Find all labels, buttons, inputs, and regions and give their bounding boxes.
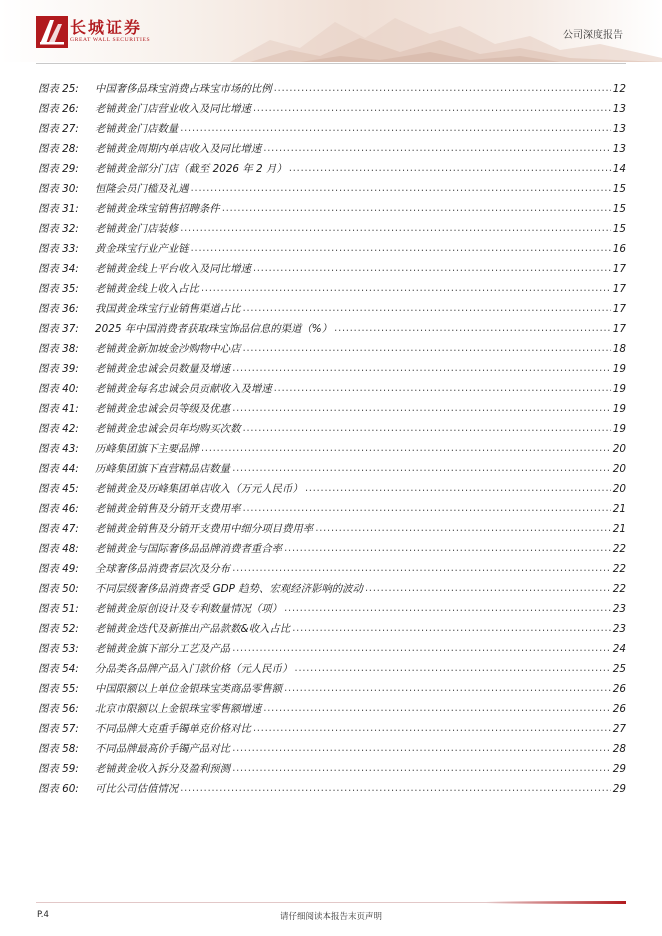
toc-entry[interactable] [38,499,626,519]
toc-entry[interactable] [38,379,626,399]
toc-figure-label: 图表 35: [38,283,79,295]
toc-page-number: 21 [612,523,626,535]
toc-dot-leader [242,339,610,358]
toc-figure-label: 图表 26: [38,103,79,115]
toc-entry[interactable] [38,239,626,259]
page-number: P.4 [37,910,49,920]
toc-page-number: 19 [612,423,626,435]
toc-dot-leader [284,539,611,558]
toc-figure-title: 老铺黄金门店数量 [95,123,179,135]
toc-figure-label: 图表 55: [38,683,79,695]
toc-page-number: 18 [612,343,626,355]
toc-entry[interactable] [38,399,626,419]
toc-figure-title: 老铺黄金忠诚会员年均购买次数 [95,423,241,435]
toc-page-number: 16 [612,243,626,255]
toc-entry[interactable] [38,99,626,119]
toc-dot-leader [222,199,611,218]
toc-entry[interactable] [38,179,626,199]
toc-figure-title: 全球奢侈品消费者层次及分布 [95,563,231,575]
toc-dot-leader [232,459,611,478]
toc-figure-title: 北京市限额以上金银珠宝零售额增速 [95,703,262,715]
toc-entry[interactable] [38,539,626,559]
toc-dot-leader [242,499,610,518]
toc-page-number: 26 [612,683,626,695]
toc-page-number: 21 [612,503,626,515]
toc-figure-title: 历峰集团旗下主要品牌 [95,443,199,455]
toc-page-number: 17 [612,263,626,275]
toc-dot-leader [180,779,611,798]
toc-page-number: 22 [612,543,626,555]
figure-index-list [38,79,626,799]
toc-figure-label: 图表 49: [38,563,79,575]
toc-figure-label: 图表 37: [38,323,79,335]
toc-entry[interactable] [38,79,626,99]
toc-figure-label: 图表 59: [38,763,79,775]
toc-page-number: 29 [612,783,626,795]
toc-entry[interactable] [38,319,626,339]
toc-entry[interactable] [38,219,626,239]
toc-figure-label: 图表 57: [38,723,79,735]
toc-entry[interactable] [38,519,626,539]
toc-entry[interactable] [38,459,626,479]
toc-page-number: 13 [612,123,626,135]
toc-figure-title: 老铺黄金部分门店（截至 2026 年 2 月） [95,163,287,175]
toc-figure-label: 图表 38: [38,343,79,355]
toc-page-number: 28 [612,743,626,755]
toc-figure-title: 中国限额以上单位金银珠宝类商品零售额 [95,683,283,695]
toc-figure-label: 图表 27: [38,123,79,135]
toc-page-number: 13 [612,103,626,115]
toc-figure-title: 老铺黄金每名忠诚会员贡献收入及增速 [95,383,272,395]
logo-mark-icon [36,16,68,48]
toc-figure-label: 图表 46: [38,503,79,515]
toc-figure-label: 图表 30: [38,183,79,195]
toc-dot-leader [274,79,611,98]
toc-figure-title: 老铺黄金及历峰集团单店收入（万元人民币） [95,483,303,495]
toc-entry[interactable] [38,599,626,619]
toc-page-number: 17 [612,283,626,295]
toc-entry[interactable] [38,619,626,639]
toc-entry[interactable] [38,159,626,179]
toc-page-number: 27 [612,723,626,735]
toc-page-number: 17 [612,323,626,335]
toc-entry[interactable] [38,299,626,319]
toc-entry[interactable] [38,639,626,659]
toc-figure-label: 图表 28: [38,143,79,155]
toc-figure-label: 图表 60: [38,783,79,795]
toc-dot-leader [232,399,611,418]
toc-figure-label: 图表 43: [38,443,79,455]
toc-figure-label: 图表 41: [38,403,79,415]
toc-figure-title: 老铺黄金迭代及新推出产品款数&收入占比 [95,623,291,635]
toc-page-number: 15 [612,183,626,195]
toc-figure-label: 图表 44: [38,463,79,475]
toc-figure-title: 分品类各品牌产品入门款价格（元人民币） [95,663,293,675]
toc-figure-title: 我国黄金珠宝行业销售渠道占比 [95,303,241,315]
toc-figure-title: 不同品牌大克重手镯单克价格对比 [95,723,251,735]
toc-figure-label: 图表 47: [38,523,79,535]
toc-figure-label: 图表 42: [38,423,79,435]
toc-figure-title: 黄金珠宝行业产业链 [95,243,189,255]
toc-figure-label: 图表 29: [38,163,79,175]
toc-figure-title: 老铺黄金新加坡金沙购物中心店 [95,343,241,355]
toc-entry[interactable] [38,659,626,679]
toc-entry[interactable] [38,779,626,799]
toc-figure-label: 图表 31: [38,203,79,215]
toc-dot-leader [201,439,611,458]
toc-dot-leader [253,99,611,118]
toc-figure-label: 图表 53: [38,643,79,655]
toc-entry[interactable] [38,699,626,719]
toc-entry[interactable] [38,679,626,699]
toc-dot-leader [232,759,611,778]
toc-figure-title: 老铺黄金门店装修 [95,223,179,235]
toc-dot-leader [315,519,611,538]
toc-entry[interactable] [38,739,626,759]
toc-page-number: 19 [612,403,626,415]
toc-figure-label: 图表 25: [38,83,79,95]
toc-figure-title: 老铺黄金线上收入占比 [95,283,199,295]
toc-page-number: 29 [612,763,626,775]
toc-page-number: 26 [612,703,626,715]
toc-figure-title: 老铺黄金线上平台收入及同比增速 [95,263,251,275]
toc-figure-title: 老铺黄金忠诚会员数量及增速 [95,363,231,375]
page-header [0,0,662,62]
toc-figure-label: 图表 45: [38,483,79,495]
toc-entry[interactable] [38,339,626,359]
toc-entry[interactable] [38,559,626,579]
toc-dot-leader [180,219,611,238]
toc-dot-leader [305,479,611,498]
toc-figure-title: 不同品牌最高价手镯产品对比 [95,743,231,755]
toc-dot-leader [232,739,611,758]
toc-dot-leader [334,319,611,338]
toc-dot-leader [242,419,610,438]
toc-figure-title: 中国奢侈品珠宝消费占珠宝市场的比例 [95,83,272,95]
toc-figure-title: 可比公司估值情况 [95,783,179,795]
toc-entry[interactable] [38,479,626,499]
toc-dot-leader [180,119,611,138]
toc-figure-title: 老铺黄金珠宝销售招聘条件 [95,203,220,215]
toc-figure-label: 图表 32: [38,223,79,235]
toc-figure-label: 图表 39: [38,363,79,375]
toc-page-number: 24 [612,643,626,655]
toc-figure-title: 老铺黄金周期内单店收入及同比增速 [95,143,262,155]
toc-dot-leader [253,719,611,738]
toc-dot-leader [292,619,611,638]
toc-figure-title: 老铺黄金门店营业收入及同比增速 [95,103,251,115]
toc-figure-title: 老铺黄金忠诚会员等级及优惠 [95,403,231,415]
toc-dot-leader [284,679,611,698]
toc-entry[interactable] [38,359,626,379]
toc-figure-title: 不同层级奢侈品消费者受 GDP 趋势、宏观经济影响的波动 [95,583,363,595]
toc-page-number: 19 [612,383,626,395]
toc-dot-leader [191,239,611,258]
toc-page-number: 22 [612,563,626,575]
footer-accent-bar [486,901,626,904]
toc-entry[interactable] [38,719,626,739]
toc-figure-label: 图表 33: [38,243,79,255]
toc-page-number: 22 [612,583,626,595]
toc-figure-label: 图表 48: [38,543,79,555]
toc-figure-label: 图表 40: [38,383,79,395]
toc-page-number: 20 [612,483,626,495]
footer-disclaimer: 请仔细阅读本报告末页声明 [279,912,382,922]
toc-figure-label: 图表 36: [38,303,79,315]
toc-page-number: 15 [612,203,626,215]
toc-figure-title: 老铺黄金收入拆分及盈利预测 [95,763,231,775]
toc-entry[interactable] [38,279,626,299]
toc-page-number: 20 [612,443,626,455]
toc-dot-leader [284,599,611,618]
toc-figure-label: 图表 58: [38,743,79,755]
toc-dot-leader [274,379,611,398]
toc-figure-label: 图表 34: [38,263,79,275]
toc-dot-leader [232,559,611,578]
toc-page-number: 14 [612,163,626,175]
company-name-en: GREAT WALL SECURITIES [70,37,151,43]
toc-dot-leader [201,279,611,298]
toc-entry[interactable] [38,259,626,279]
toc-figure-label: 图表 51: [38,603,79,615]
toc-dot-leader [232,639,611,658]
toc-page-number: 12 [612,83,626,95]
toc-figure-title: 恒隆会员门槛及礼遇 [95,183,189,195]
toc-page-number: 23 [612,623,626,635]
toc-page-number: 23 [612,603,626,615]
toc-dot-leader [191,179,611,198]
toc-figure-label: 图表 50: [38,583,79,595]
toc-page-number: 15 [612,223,626,235]
toc-figure-title: 2025 年中国消费者获取珠宝饰品信息的渠道（%） [95,323,333,335]
toc-page-number: 20 [612,463,626,475]
toc-dot-leader [242,299,610,318]
toc-dot-leader [365,579,611,598]
toc-dot-leader [263,699,611,718]
toc-page-number: 17 [612,303,626,315]
toc-figure-title: 老铺黄金原创设计及专利数量情况（项） [95,603,283,615]
toc-dot-leader [232,359,611,378]
toc-figure-title: 老铺黄金旗下部分工艺及产品 [95,643,231,655]
toc-dot-leader [253,259,611,278]
toc-figure-title: 老铺黄金与国际奢侈品品牌消费者重合率 [95,543,283,555]
toc-figure-label: 图表 52: [38,623,79,635]
toc-dot-leader [263,139,611,158]
toc-entry[interactable] [38,199,626,219]
toc-figure-title: 老铺黄金销售及分销开支费用率 [95,503,241,515]
toc-entry[interactable] [38,419,626,439]
toc-entry[interactable] [38,759,626,779]
toc-entry[interactable] [38,119,626,139]
toc-entry[interactable] [38,139,626,159]
company-name-cn: 长城证券 [70,18,143,37]
toc-figure-title: 历峰集团旗下直营精品店数量 [95,463,231,475]
toc-dot-leader [294,659,610,678]
toc-figure-label: 图表 56: [38,703,79,715]
toc-entry[interactable] [38,579,626,599]
toc-entry[interactable] [38,439,626,459]
toc-figure-label: 图表 54: [38,663,79,675]
header-divider [36,63,626,64]
toc-dot-leader [289,159,611,178]
report-type-label: 公司深度报告 [563,30,623,41]
toc-page-number: 13 [612,143,626,155]
toc-page-number: 19 [612,363,626,375]
toc-page-number: 25 [612,663,626,675]
toc-figure-title: 老铺黄金销售及分销开支费用中细分项目费用率 [95,523,314,535]
